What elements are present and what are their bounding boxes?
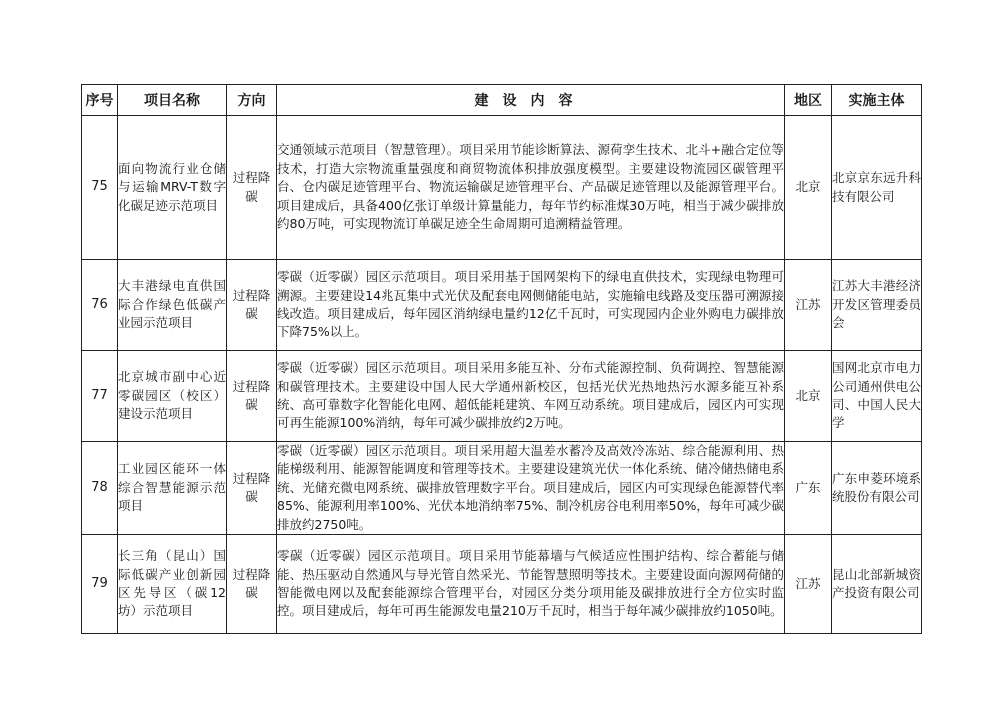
row-region: 广东 (785, 442, 832, 535)
row-direction: 过程降碳 (227, 535, 277, 634)
row-project-name: 工业园区能环一体综合智慧能源示范项目 (118, 442, 227, 535)
header-direction: 方向 (227, 85, 277, 116)
row-owner: 北京京东远升科技有限公司 (832, 116, 922, 260)
row-project-name: 面向物流行业仓储与运输MRV-T数字化碳足迹示范项目 (118, 116, 227, 260)
header-owner: 实施主体 (832, 85, 922, 116)
table-header-row (82, 85, 922, 116)
row-owner: 国网北京市电力公司通州供电公司、中国人民大学 (832, 351, 922, 442)
row-no: 79 (82, 535, 118, 634)
row-no: 77 (82, 351, 118, 442)
row-content: 交通领域示范项目（智慧管理）。项目采用节能诊断算法、源荷孪生技术、北斗+融合定位等技术，打造大宗物流重量强度和商贸物流体积排放强度模型。主要建设物流园区碳管理平台、仓内碳足迹管理平台、物流运输碳足迹管理平台、产品碳足迹管理以及能源管理平台。项目建成后，具备400亿张订单级计算量能力，每年节约标准煤30万吨，相当于减少碳排放约80万吨，可实现物流订单碳足迹全生命周期可追溯精益管理。 (277, 116, 785, 260)
row-project-name: 北京城市副中心近零碳园区（校区）建设示范项目 (118, 351, 227, 442)
row-content: 零碳（近零碳）园区示范项目。项目采用多能互补、分布式能源控制、负荷调控、智慧能源和碳管理技术。主要建设中国人民大学通州新校区，包括光伏光热地热污水源多能互补系统、高可靠数字化智能化电网、超低能耗建筑、车网互动系统。项目建成后，园区内可实现可再生能源100%消纳，每年可减少碳排放约2万吨。 (277, 351, 785, 442)
table-row (82, 442, 922, 535)
table-row (82, 351, 922, 442)
table-row (82, 116, 922, 260)
row-owner: 广东申菱环境系统股份有限公司 (832, 442, 922, 535)
row-region: 江苏 (785, 535, 832, 634)
row-region: 北京 (785, 351, 832, 442)
table-row (82, 260, 922, 351)
row-owner: 昆山北部新城资产投资有限公司 (832, 535, 922, 634)
table-row (82, 535, 922, 634)
header-content: 建设内容 (277, 85, 785, 116)
row-project-name: 大丰港绿电直供国际合作绿色低碳产业园示范项目 (118, 260, 227, 351)
row-content: 零碳（近零碳）园区示范项目。项目采用基于国网架构下的绿电直供技术，实现绿电物理可溯源。主要建设14兆瓦集中式光伏及配套电网侧储能电站，实施输电线路及变压器可溯源接线改造。项目建成后，每年园区消纳绿电量约12亿千瓦时，可实现园内企业外购电力碳排放下降75%以上。 (277, 260, 785, 351)
header-region: 地区 (785, 85, 832, 116)
row-owner: 江苏大丰港经济开发区管理委员会 (832, 260, 922, 351)
row-direction: 过程降碳 (227, 260, 277, 351)
header-no: 序号 (82, 85, 118, 116)
row-direction: 过程降碳 (227, 351, 277, 442)
row-content: 零碳（近零碳）园区示范项目。项目采用超大温差水蓄冷及高效冷冻站、综合能源利用、热能梯级利用、能源智能调度和管理等技术。主要建设建筑光伏一体化系统、储冷储热储电系统、光储充微电网系统、碳排放管理数字平台。项目建成后，园区内可实现绿色能源替代率85%、能源利用率100%、光伏本地消纳率75%、制冷机房谷电利用率50%，每年可减少碳排放约2750吨。 (277, 442, 785, 535)
row-project-name: 长三角（昆山）国际低碳产业创新园区先导区（碳12坊）示范项目 (118, 535, 227, 634)
row-region: 江苏 (785, 260, 832, 351)
header-name: 项目名称 (118, 85, 227, 116)
row-content: 零碳（近零碳）园区示范项目。项目采用节能幕墙与气候适应性围护结构、综合蓄能与储能、热压驱动自然通风与导光管自然采光、节能智慧照明等技术。主要建设面向源网荷储的智能微电网以及配套能源综合管理平台，对园区分类分项用能及碳排放进行全方位实时监控。项目建成后，每年可再生能源发电量210万千瓦时，相当于每年减少碳排放约1050吨。 (277, 535, 785, 634)
row-region: 北京 (785, 116, 832, 260)
row-no: 75 (82, 116, 118, 260)
row-no: 78 (82, 442, 118, 535)
project-table (81, 84, 922, 634)
row-direction: 过程降碳 (227, 116, 277, 260)
row-direction: 过程降碳 (227, 442, 277, 535)
row-no: 76 (82, 260, 118, 351)
